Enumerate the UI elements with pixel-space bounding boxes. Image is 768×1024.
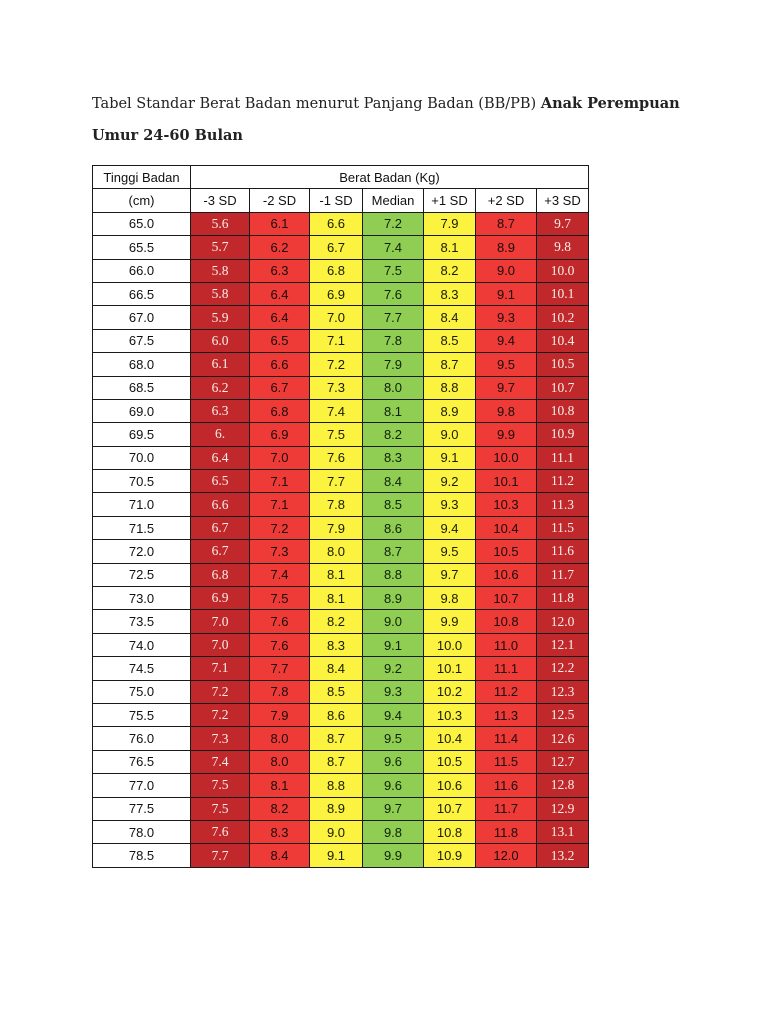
sd-plus2-cell: 11.5 — [476, 750, 537, 773]
tinggi-badan-cell: 70.0 — [93, 446, 191, 469]
sd-minus1-cell: 7.1 — [310, 329, 363, 352]
table-body — [93, 212, 589, 867]
tinggi-badan-cell: 77.5 — [93, 797, 191, 820]
tinggi-badan-cell: 66.0 — [93, 259, 191, 282]
sd-minus1-cell: 8.5 — [310, 680, 363, 703]
tinggi-badan-cell: 72.5 — [93, 563, 191, 586]
sd-minus3-cell: 5.9 — [191, 306, 250, 329]
sd-plus2-cell: 11.8 — [476, 820, 537, 843]
table-row — [93, 306, 589, 329]
sd-minus2-cell: 6.5 — [250, 329, 310, 352]
median-cell: 7.5 — [363, 259, 424, 282]
median-cell: 9.9 — [363, 844, 424, 867]
sd-minus1-cell: 8.7 — [310, 750, 363, 773]
sd-plus1-cell: 10.3 — [424, 703, 476, 726]
table-row — [93, 446, 589, 469]
sd-minus2-cell: 6.7 — [250, 376, 310, 399]
sd-minus2-cell: 7.1 — [250, 470, 310, 493]
tinggi-badan-cell: 73.0 — [93, 587, 191, 610]
table-row — [93, 844, 589, 867]
table-row — [93, 470, 589, 493]
sd-minus2-cell: 7.7 — [250, 657, 310, 680]
sd-minus1-cell: 6.9 — [310, 282, 363, 305]
header-tinggi-badan: Tinggi Badan — [93, 166, 191, 189]
sd-minus2-cell: 6.4 — [250, 306, 310, 329]
sd-minus2-cell: 7.9 — [250, 703, 310, 726]
sd-plus2-cell: 9.1 — [476, 282, 537, 305]
sd-minus1-cell: 7.5 — [310, 423, 363, 446]
sd-plus3-cell: 12.3 — [537, 680, 589, 703]
median-cell: 8.3 — [363, 446, 424, 469]
sd-minus1-cell: 8.1 — [310, 563, 363, 586]
sd-minus2-cell: 6.3 — [250, 259, 310, 282]
sd-plus2-cell: 11.1 — [476, 657, 537, 680]
table-row — [93, 797, 589, 820]
sd-minus2-cell: 8.3 — [250, 820, 310, 843]
sd-plus1-cell: 9.7 — [424, 563, 476, 586]
sd-plus3-cell: 10.4 — [537, 329, 589, 352]
table-row — [93, 493, 589, 516]
sd-plus3-cell: 11.5 — [537, 516, 589, 539]
sd-plus3-cell: 10.9 — [537, 423, 589, 446]
sd-plus2-cell: 11.3 — [476, 703, 537, 726]
header-berat-badan: Berat Badan (Kg) — [191, 166, 589, 189]
table-row — [93, 680, 589, 703]
sd-plus3-cell: 12.8 — [537, 774, 589, 797]
sd-plus3-cell: 11.7 — [537, 563, 589, 586]
median-cell: 8.6 — [363, 516, 424, 539]
median-cell: 9.0 — [363, 610, 424, 633]
median-cell: 9.4 — [363, 703, 424, 726]
sd-plus3-cell: 10.7 — [537, 376, 589, 399]
sd-plus2-cell: 10.5 — [476, 540, 537, 563]
sd-minus3-cell: 6.9 — [191, 587, 250, 610]
sd-minus3-cell: 6.1 — [191, 353, 250, 376]
sd-plus3-cell: 10.2 — [537, 306, 589, 329]
sd-minus2-cell: 7.2 — [250, 516, 310, 539]
median-cell: 8.0 — [363, 376, 424, 399]
sd-minus3-cell: 6.2 — [191, 376, 250, 399]
col-header: -2 SD — [250, 189, 310, 212]
sd-plus3-cell: 12.9 — [537, 797, 589, 820]
sd-plus1-cell: 9.8 — [424, 587, 476, 610]
sd-minus2-cell: 6.6 — [250, 353, 310, 376]
sd-plus2-cell: 9.8 — [476, 399, 537, 422]
sd-minus2-cell: 8.4 — [250, 844, 310, 867]
sd-minus1-cell: 8.8 — [310, 774, 363, 797]
table-row — [93, 399, 589, 422]
table-row — [93, 353, 589, 376]
sd-minus2-cell: 7.5 — [250, 587, 310, 610]
median-cell: 9.8 — [363, 820, 424, 843]
sd-minus3-cell: 6.7 — [191, 540, 250, 563]
median-cell: 9.3 — [363, 680, 424, 703]
sd-plus2-cell: 11.4 — [476, 727, 537, 750]
sd-minus2-cell: 8.0 — [250, 727, 310, 750]
tinggi-badan-cell: 77.0 — [93, 774, 191, 797]
table-row — [93, 212, 589, 235]
sd-plus2-cell: 9.5 — [476, 353, 537, 376]
sd-minus1-cell: 8.7 — [310, 727, 363, 750]
sd-minus3-cell: 5.6 — [191, 212, 250, 235]
table-row — [93, 423, 589, 446]
sd-plus3-cell: 11.1 — [537, 446, 589, 469]
sd-minus3-cell: 6.6 — [191, 493, 250, 516]
sd-minus3-cell: 6.8 — [191, 563, 250, 586]
table-row — [93, 587, 589, 610]
sd-plus2-cell: 9.4 — [476, 329, 537, 352]
tinggi-badan-cell: 66.5 — [93, 282, 191, 305]
sd-minus1-cell: 7.9 — [310, 516, 363, 539]
sd-minus2-cell: 7.8 — [250, 680, 310, 703]
sd-minus2-cell: 7.3 — [250, 540, 310, 563]
tinggi-badan-cell: 67.0 — [93, 306, 191, 329]
sd-plus1-cell: 10.5 — [424, 750, 476, 773]
tinggi-badan-cell: 76.0 — [93, 727, 191, 750]
sd-plus1-cell: 10.2 — [424, 680, 476, 703]
median-cell: 8.2 — [363, 423, 424, 446]
sd-minus3-cell: 6. — [191, 423, 250, 446]
sd-plus3-cell: 12.5 — [537, 703, 589, 726]
median-cell: 9.6 — [363, 774, 424, 797]
sd-minus3-cell: 7.2 — [191, 703, 250, 726]
sd-plus3-cell: 12.2 — [537, 657, 589, 680]
sd-minus1-cell: 7.8 — [310, 493, 363, 516]
sd-minus2-cell: 6.1 — [250, 212, 310, 235]
sd-plus1-cell: 9.9 — [424, 610, 476, 633]
sd-minus3-cell: 6.4 — [191, 446, 250, 469]
sd-plus1-cell: 8.3 — [424, 282, 476, 305]
sd-minus1-cell: 8.9 — [310, 797, 363, 820]
sd-minus2-cell: 6.8 — [250, 399, 310, 422]
sd-minus3-cell: 7.7 — [191, 844, 250, 867]
sd-minus3-cell: 6.0 — [191, 329, 250, 352]
sd-minus1-cell: 8.2 — [310, 610, 363, 633]
sd-plus1-cell: 9.1 — [424, 446, 476, 469]
median-cell: 9.6 — [363, 750, 424, 773]
sd-plus3-cell: 9.8 — [537, 236, 589, 259]
sd-minus3-cell: 6.7 — [191, 516, 250, 539]
tinggi-badan-cell: 68.5 — [93, 376, 191, 399]
sd-plus3-cell: 11.8 — [537, 587, 589, 610]
tinggi-badan-cell: 68.0 — [93, 353, 191, 376]
sd-plus1-cell: 8.4 — [424, 306, 476, 329]
tinggi-badan-cell: 67.5 — [93, 329, 191, 352]
sd-minus3-cell: 5.7 — [191, 236, 250, 259]
sd-plus1-cell: 7.9 — [424, 212, 476, 235]
header-row-top — [93, 166, 589, 189]
sd-plus1-cell: 10.4 — [424, 727, 476, 750]
table-row — [93, 750, 589, 773]
tinggi-badan-cell: 69.5 — [93, 423, 191, 446]
sd-minus3-cell: 6.3 — [191, 399, 250, 422]
sd-plus3-cell: 13.2 — [537, 844, 589, 867]
table-row — [93, 820, 589, 843]
table-row — [93, 282, 589, 305]
sd-plus2-cell: 12.0 — [476, 844, 537, 867]
sd-minus3-cell: 7.2 — [191, 680, 250, 703]
tinggi-badan-cell: 76.5 — [93, 750, 191, 773]
sd-plus3-cell: 10.8 — [537, 399, 589, 422]
sd-plus2-cell: 9.0 — [476, 259, 537, 282]
sd-plus1-cell: 9.5 — [424, 540, 476, 563]
sd-plus2-cell: 8.9 — [476, 236, 537, 259]
table-row — [93, 774, 589, 797]
sd-plus3-cell: 10.5 — [537, 353, 589, 376]
sd-plus2-cell: 10.0 — [476, 446, 537, 469]
sd-minus1-cell: 9.1 — [310, 844, 363, 867]
median-cell: 8.1 — [363, 399, 424, 422]
sd-plus1-cell: 9.4 — [424, 516, 476, 539]
sd-plus1-cell: 8.1 — [424, 236, 476, 259]
table-row — [93, 329, 589, 352]
sd-minus1-cell: 8.6 — [310, 703, 363, 726]
title-bold-text: Anak Perempuan Umur 24-60 Bulan — [92, 95, 680, 144]
sd-minus3-cell: 7.5 — [191, 797, 250, 820]
sd-plus1-cell: 10.9 — [424, 844, 476, 867]
sd-plus1-cell: 10.7 — [424, 797, 476, 820]
sd-minus3-cell: 7.1 — [191, 657, 250, 680]
sd-plus1-cell: 8.2 — [424, 259, 476, 282]
sd-minus2-cell: 6.2 — [250, 236, 310, 259]
sd-plus3-cell: 12.1 — [537, 633, 589, 656]
sd-minus2-cell: 8.1 — [250, 774, 310, 797]
col-header: -3 SD — [191, 189, 250, 212]
col-header: +3 SD — [537, 189, 589, 212]
sd-plus2-cell: 10.1 — [476, 470, 537, 493]
sd-minus1-cell: 6.6 — [310, 212, 363, 235]
sd-minus1-cell: 6.7 — [310, 236, 363, 259]
sd-plus3-cell: 10.0 — [537, 259, 589, 282]
sd-plus1-cell: 8.9 — [424, 399, 476, 422]
sd-plus2-cell: 9.7 — [476, 376, 537, 399]
sd-minus3-cell: 5.8 — [191, 259, 250, 282]
sd-minus3-cell: 6.5 — [191, 470, 250, 493]
sd-minus3-cell: 5.8 — [191, 282, 250, 305]
table-row — [93, 657, 589, 680]
table-row — [93, 610, 589, 633]
median-cell: 8.4 — [363, 470, 424, 493]
median-cell: 7.9 — [363, 353, 424, 376]
sd-minus3-cell: 7.5 — [191, 774, 250, 797]
tinggi-badan-cell: 65.5 — [93, 236, 191, 259]
sd-plus1-cell: 9.2 — [424, 470, 476, 493]
tinggi-badan-cell: 78.0 — [93, 820, 191, 843]
sd-plus2-cell: 11.7 — [476, 797, 537, 820]
sd-plus2-cell: 11.0 — [476, 633, 537, 656]
col-header: -1 SD — [310, 189, 363, 212]
sd-plus2-cell: 10.8 — [476, 610, 537, 633]
sd-minus2-cell: 7.6 — [250, 633, 310, 656]
median-cell: 7.6 — [363, 282, 424, 305]
header-unit-cm: (cm) — [93, 189, 191, 212]
tinggi-badan-cell: 75.5 — [93, 703, 191, 726]
tinggi-badan-cell: 73.5 — [93, 610, 191, 633]
sd-minus1-cell: 7.3 — [310, 376, 363, 399]
median-cell: 9.1 — [363, 633, 424, 656]
table-row — [93, 376, 589, 399]
median-cell: 7.7 — [363, 306, 424, 329]
sd-plus3-cell: 13.1 — [537, 820, 589, 843]
sd-minus1-cell: 8.0 — [310, 540, 363, 563]
col-header: Median — [363, 189, 424, 212]
median-cell: 9.5 — [363, 727, 424, 750]
document-title — [92, 88, 692, 152]
table-row — [93, 563, 589, 586]
sd-minus2-cell: 8.0 — [250, 750, 310, 773]
weight-for-length-table — [92, 165, 589, 868]
table-row — [93, 540, 589, 563]
sd-minus1-cell: 8.1 — [310, 587, 363, 610]
sd-minus3-cell: 7.0 — [191, 633, 250, 656]
sd-plus2-cell: 11.2 — [476, 680, 537, 703]
sd-minus2-cell: 7.6 — [250, 610, 310, 633]
median-cell: 8.7 — [363, 540, 424, 563]
col-header: +1 SD — [424, 189, 476, 212]
tinggi-badan-cell: 72.0 — [93, 540, 191, 563]
sd-minus1-cell: 7.7 — [310, 470, 363, 493]
tinggi-badan-cell: 74.0 — [93, 633, 191, 656]
sd-plus3-cell: 11.6 — [537, 540, 589, 563]
sd-minus1-cell: 6.8 — [310, 259, 363, 282]
sd-minus3-cell: 7.4 — [191, 750, 250, 773]
table-row — [93, 633, 589, 656]
sd-plus2-cell: 9.3 — [476, 306, 537, 329]
sd-minus1-cell: 7.2 — [310, 353, 363, 376]
sd-plus1-cell: 10.0 — [424, 633, 476, 656]
sd-plus1-cell: 8.5 — [424, 329, 476, 352]
median-cell: 7.2 — [363, 212, 424, 235]
tinggi-badan-cell: 65.0 — [93, 212, 191, 235]
sd-plus2-cell: 10.3 — [476, 493, 537, 516]
sd-plus3-cell: 11.3 — [537, 493, 589, 516]
sd-plus2-cell: 10.4 — [476, 516, 537, 539]
tinggi-badan-cell: 71.5 — [93, 516, 191, 539]
tinggi-badan-cell: 78.5 — [93, 844, 191, 867]
sd-minus3-cell: 7.6 — [191, 820, 250, 843]
tinggi-badan-cell: 74.5 — [93, 657, 191, 680]
sd-minus1-cell: 7.0 — [310, 306, 363, 329]
sd-minus1-cell: 9.0 — [310, 820, 363, 843]
header-row-bottom — [93, 189, 589, 212]
table-row — [93, 516, 589, 539]
sd-plus1-cell: 8.7 — [424, 353, 476, 376]
sd-plus3-cell: 9.7 — [537, 212, 589, 235]
sd-minus1-cell: 7.4 — [310, 399, 363, 422]
sd-plus1-cell: 10.6 — [424, 774, 476, 797]
sd-plus2-cell: 10.7 — [476, 587, 537, 610]
sd-minus1-cell: 8.4 — [310, 657, 363, 680]
sd-minus3-cell: 7.3 — [191, 727, 250, 750]
median-cell: 7.4 — [363, 236, 424, 259]
sd-minus1-cell: 7.6 — [310, 446, 363, 469]
sd-plus3-cell: 12.7 — [537, 750, 589, 773]
sd-plus1-cell: 9.0 — [424, 423, 476, 446]
median-cell: 9.7 — [363, 797, 424, 820]
sd-minus2-cell: 7.4 — [250, 563, 310, 586]
tinggi-badan-cell: 75.0 — [93, 680, 191, 703]
sd-plus3-cell: 12.6 — [537, 727, 589, 750]
col-header: +2 SD — [476, 189, 537, 212]
sd-plus2-cell: 11.6 — [476, 774, 537, 797]
tinggi-badan-cell: 69.0 — [93, 399, 191, 422]
sd-plus1-cell: 10.8 — [424, 820, 476, 843]
title-normal-text: Tabel Standar Berat Badan menurut Panjang Badan (BB/PB) — [92, 96, 541, 112]
table-row — [93, 236, 589, 259]
sd-plus1-cell: 9.3 — [424, 493, 476, 516]
median-cell: 9.2 — [363, 657, 424, 680]
median-cell: 8.9 — [363, 587, 424, 610]
sd-minus2-cell: 6.4 — [250, 282, 310, 305]
sd-minus2-cell: 7.1 — [250, 493, 310, 516]
sd-plus3-cell: 11.2 — [537, 470, 589, 493]
tinggi-badan-cell: 70.5 — [93, 470, 191, 493]
sd-minus2-cell: 7.0 — [250, 446, 310, 469]
sd-minus2-cell: 8.2 — [250, 797, 310, 820]
sd-plus1-cell: 8.8 — [424, 376, 476, 399]
sd-plus1-cell: 10.1 — [424, 657, 476, 680]
sd-plus2-cell: 8.7 — [476, 212, 537, 235]
median-cell: 8.8 — [363, 563, 424, 586]
table-row — [93, 703, 589, 726]
sd-plus2-cell: 10.6 — [476, 563, 537, 586]
sd-minus3-cell: 7.0 — [191, 610, 250, 633]
tinggi-badan-cell: 71.0 — [93, 493, 191, 516]
sd-plus2-cell: 9.9 — [476, 423, 537, 446]
sd-plus3-cell: 10.1 — [537, 282, 589, 305]
sd-plus3-cell: 12.0 — [537, 610, 589, 633]
sd-minus2-cell: 6.9 — [250, 423, 310, 446]
sd-minus1-cell: 8.3 — [310, 633, 363, 656]
median-cell: 8.5 — [363, 493, 424, 516]
table-row — [93, 259, 589, 282]
table-row — [93, 727, 589, 750]
median-cell: 7.8 — [363, 329, 424, 352]
